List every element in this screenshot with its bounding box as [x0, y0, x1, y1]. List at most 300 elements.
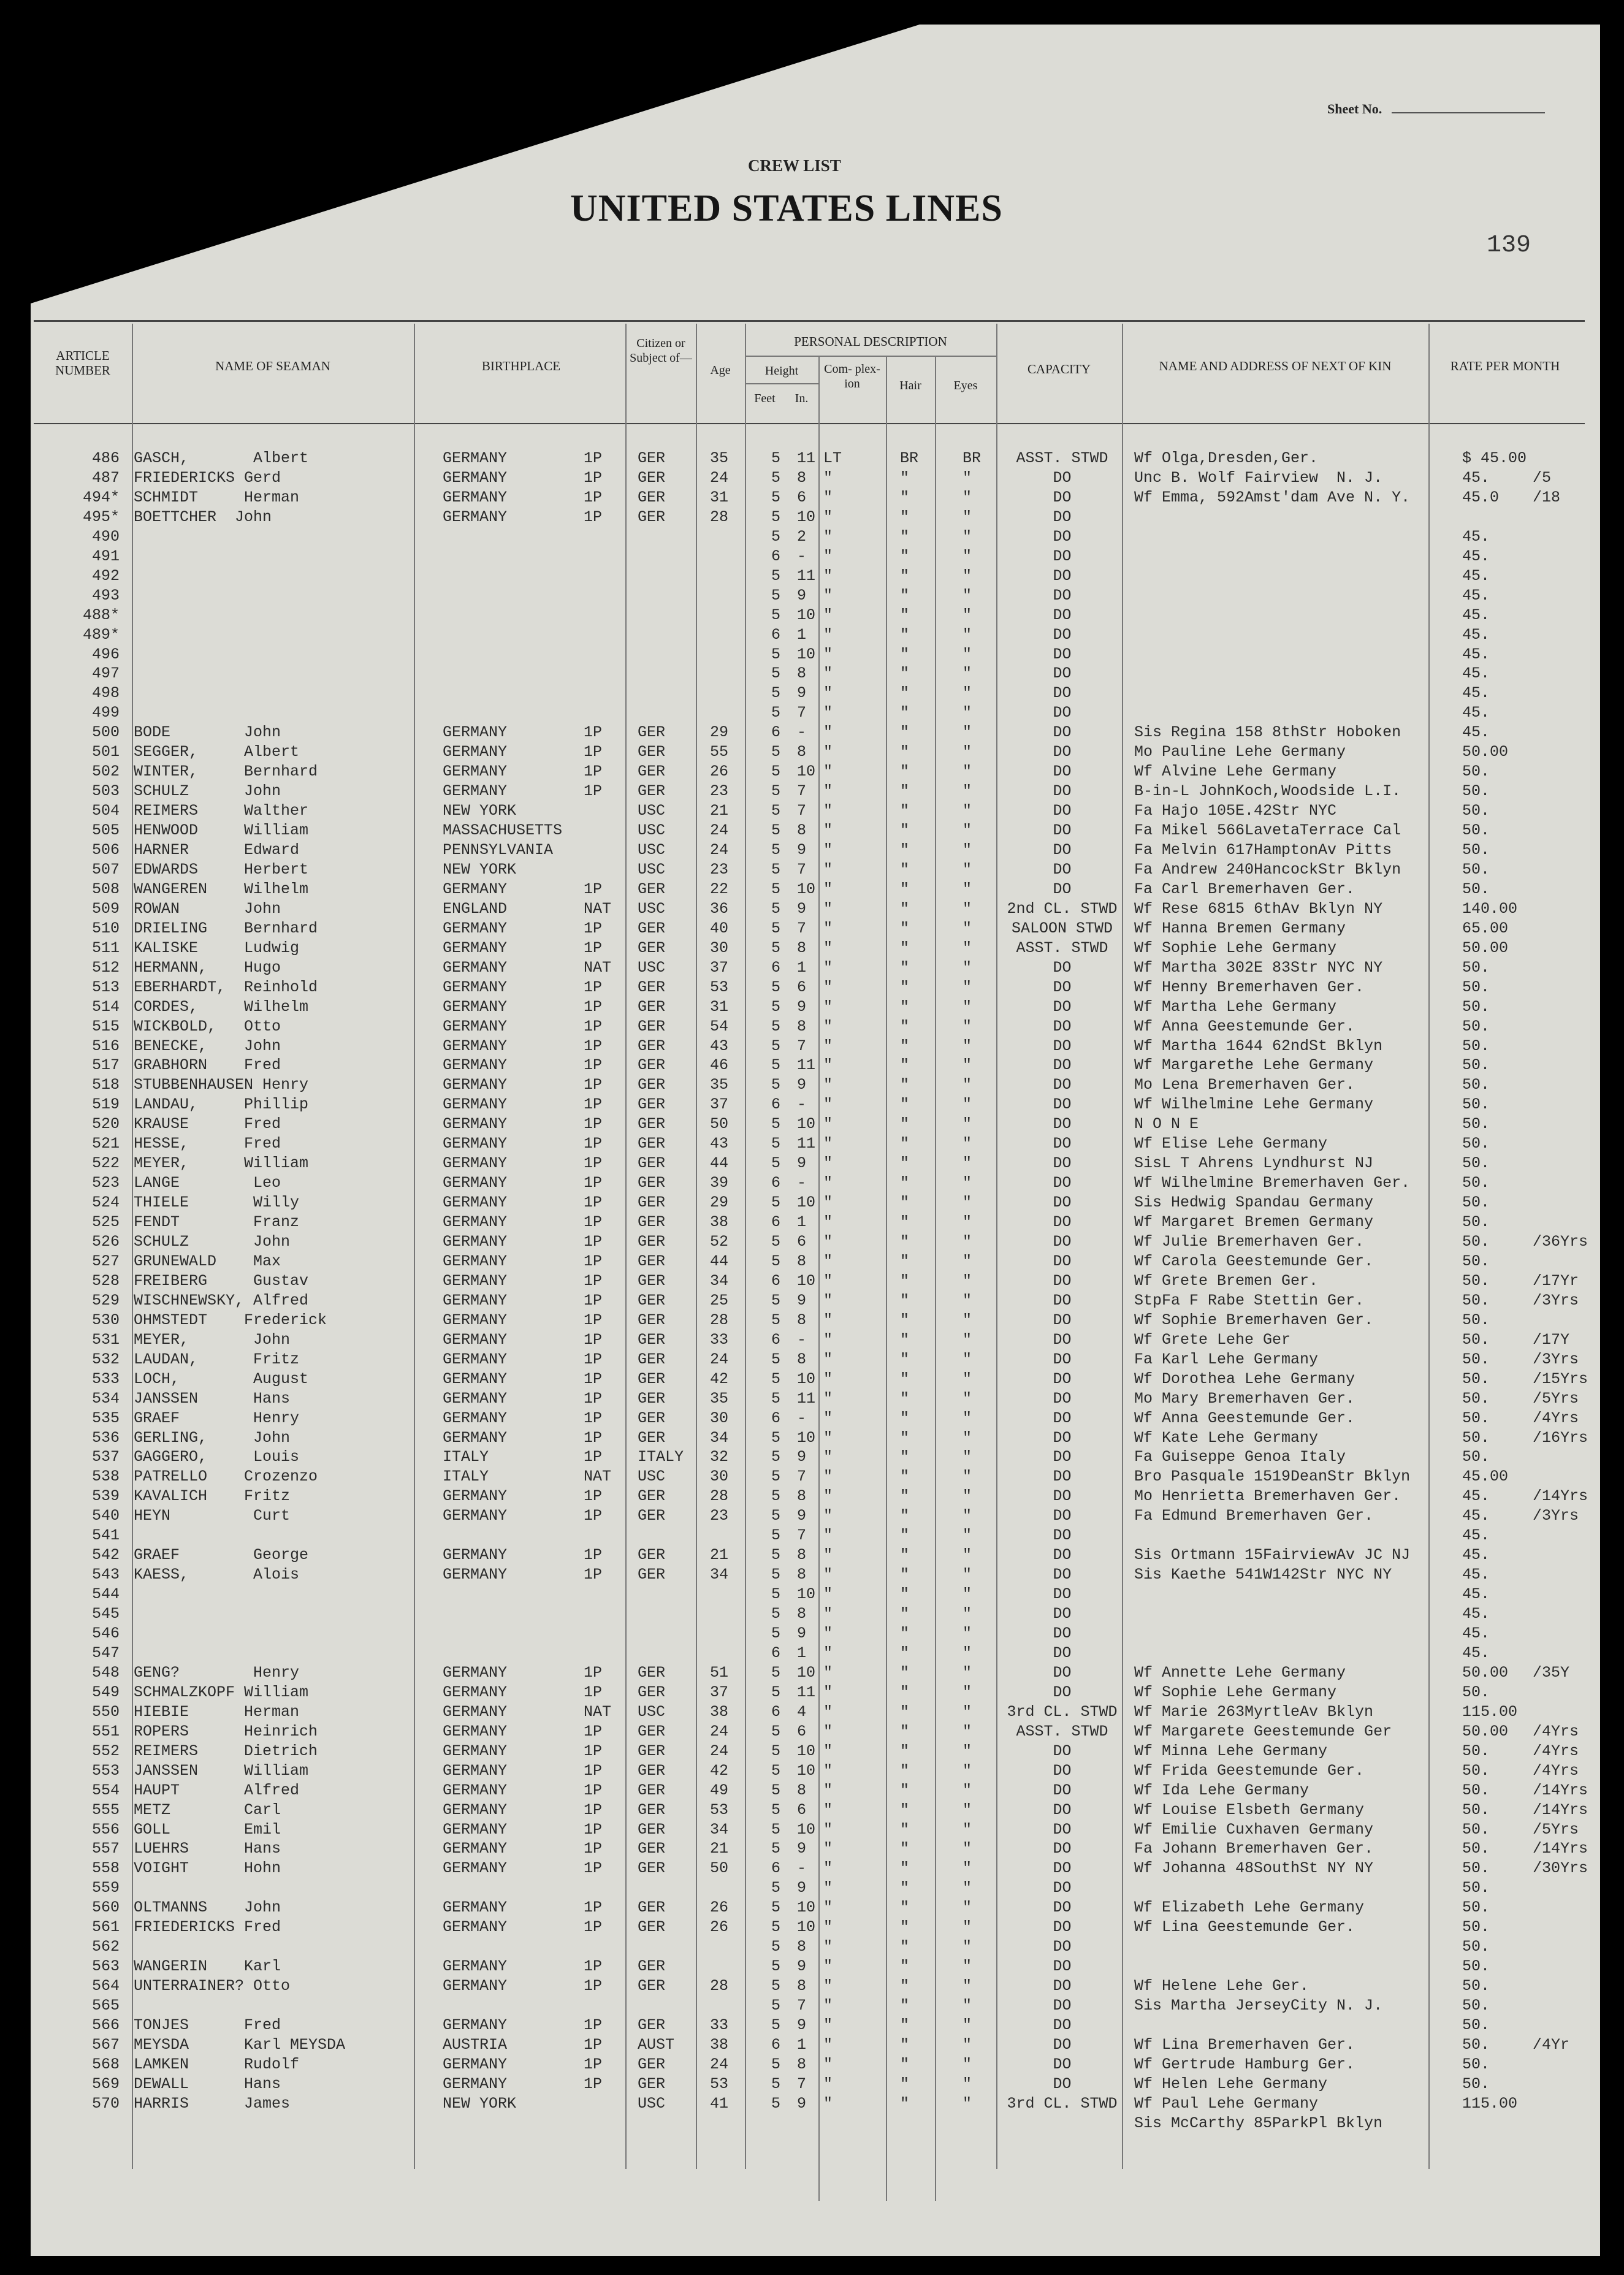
eyes: " [963, 606, 972, 624]
hair: " [900, 1370, 910, 1388]
citizenship-class: 1P [584, 1957, 603, 1976]
height-feet: 5 [771, 2075, 781, 2093]
hair: " [900, 1213, 910, 1232]
hair: " [900, 1096, 910, 1114]
article-number: 539 [91, 1487, 120, 1506]
hair: " [900, 1761, 910, 1780]
eyes: " [963, 1899, 972, 1917]
height-inches: 8 [797, 1311, 807, 1329]
page-number: 139 [1487, 232, 1531, 259]
height-inches: 7 [797, 1997, 807, 2015]
rate-per-month: 50. [1462, 2035, 1490, 2054]
citizenship-class: 1P [584, 1233, 603, 1251]
citizen-of: GER [638, 1722, 666, 1740]
capacity: DO [1053, 1409, 1072, 1427]
next-of-kin: Mo Pauline Lehe Germany [1134, 743, 1346, 761]
complexion: " [823, 743, 833, 761]
height-inches: 9 [797, 684, 807, 703]
col-header-article: ARTICLE NUMBER [55, 348, 110, 378]
capacity: DO [1053, 1096, 1072, 1114]
seaman-name: UNTERRAINER? Otto [134, 1977, 291, 1995]
capacity: DO [1053, 821, 1072, 840]
table-row [0, 1625, 1624, 1644]
birthplace: GERMANY [443, 2075, 508, 2093]
citizenship-class: 1P [584, 1801, 603, 1819]
margin-note: /36Yrs [1533, 1233, 1588, 1251]
citizen-of: USC [638, 802, 666, 820]
seaman-name: METZ Carl [134, 1801, 281, 1819]
complexion: " [823, 1977, 833, 1995]
hair: " [900, 1252, 910, 1270]
citizenship-class: 1P [584, 2055, 603, 2073]
eyes: " [963, 1526, 972, 1545]
citizenship-class: 1P [584, 1311, 603, 1329]
height-inches: 8 [797, 1566, 807, 1584]
next-of-kin: N O N E [1134, 1115, 1199, 1134]
rate-per-month: 50. [1462, 1056, 1490, 1075]
height-inches: 9 [797, 2016, 807, 2034]
hair: " [900, 1977, 910, 1995]
seaman-name: HIEBIE Herman [134, 1702, 300, 1721]
table-row [0, 1370, 1624, 1389]
article-number: 563 [91, 1957, 120, 1976]
hair: " [900, 1409, 910, 1427]
citizen-of: GER [638, 1271, 666, 1290]
citizen-of: USC [638, 899, 666, 918]
capacity: DO [1053, 1194, 1072, 1212]
article-number: 505 [91, 821, 120, 840]
seaman-name: ROPERS Heinrich [134, 1722, 318, 1740]
height-inches: 7 [797, 1037, 807, 1055]
citizenship-class: 1P [584, 1428, 603, 1447]
table-row [0, 1409, 1624, 1428]
height-inches: 1 [797, 1644, 807, 1662]
complexion: " [823, 1702, 833, 1721]
hair: " [900, 1840, 910, 1858]
complexion: " [823, 1115, 833, 1134]
seaman-name: KAVALICH Fritz [134, 1487, 291, 1506]
capacity: DO [1053, 1350, 1072, 1368]
complexion: " [823, 1742, 833, 1760]
complexion: " [823, 802, 833, 820]
age: 43 [710, 1135, 729, 1153]
rate-per-month: 45. [1462, 547, 1490, 565]
citizenship-class: 1P [584, 1566, 603, 1584]
complexion: " [823, 2075, 833, 2093]
hair: " [900, 1330, 910, 1349]
hair: " [900, 1135, 910, 1153]
citizen-of: GER [638, 2016, 666, 2034]
hair: " [900, 2094, 910, 2113]
hair: " [900, 586, 910, 604]
col-header-personal-description: PERSONAL DESCRIPTION [794, 334, 947, 349]
height-inches: 9 [797, 1076, 807, 1094]
table-row [0, 1762, 1624, 1781]
eyes: " [963, 782, 972, 801]
capacity: DO [1053, 958, 1072, 977]
height-feet: 5 [771, 1977, 781, 1995]
citizen-of: USC [638, 958, 666, 977]
citizen-of: GER [638, 508, 666, 526]
seaman-name: MEYER, William [134, 1154, 309, 1173]
complexion: " [823, 939, 833, 957]
birthplace: GERMANY [443, 1115, 508, 1134]
citizen-of: AUST [638, 2035, 675, 2054]
article-number: 508 [91, 880, 120, 898]
height-inches: 10 [797, 606, 816, 624]
height-feet: 6 [771, 1213, 781, 1232]
age: 35 [710, 1389, 729, 1408]
seaman-name: GERLING, John [134, 1428, 291, 1447]
seaman-name: BOETTCHER John [134, 508, 272, 526]
capacity: DO [1053, 763, 1072, 781]
table-row [0, 1311, 1624, 1330]
birthplace: GERMANY [443, 1154, 508, 1173]
article-number: 561 [91, 1918, 120, 1937]
hair: " [900, 625, 910, 644]
eyes: " [963, 1663, 972, 1682]
hair: " [900, 1507, 910, 1525]
height-feet: 5 [771, 782, 781, 801]
age: 28 [710, 508, 729, 526]
rate-per-month: 50. [1462, 1233, 1490, 1251]
seaman-name: GRUNEWALD Max [134, 1252, 281, 1270]
table-row [0, 1429, 1624, 1448]
next-of-kin: B-in-L JohnKoch,Woodside L.I. [1134, 782, 1401, 801]
rate-per-month: 50. [1462, 1938, 1490, 1956]
height-feet: 5 [771, 1918, 781, 1937]
margin-note: /14Yrs [1533, 1487, 1588, 1506]
article-number: 529 [91, 1291, 120, 1309]
age: 21 [710, 1840, 729, 1858]
table-row [0, 1096, 1624, 1115]
hair: " [900, 723, 910, 742]
height-feet: 5 [771, 645, 781, 663]
age: 37 [710, 1683, 729, 1701]
citizenship-class: 1P [584, 2016, 603, 2034]
hair: " [900, 1722, 910, 1740]
article-number: 542 [91, 1546, 120, 1564]
citizenship-class: 1P [584, 1448, 603, 1466]
citizen-of: GER [638, 1859, 666, 1878]
height-inches: 8 [797, 665, 807, 683]
rate-per-month: 45. [1462, 527, 1490, 546]
height-inches: 10 [797, 1585, 816, 1604]
hair: BR [900, 449, 919, 467]
capacity: DO [1053, 1820, 1072, 1839]
hair: " [900, 1605, 910, 1623]
age: 55 [710, 743, 729, 761]
complexion: " [823, 468, 833, 487]
hair: " [900, 1879, 910, 1897]
next-of-kin: Wf Elizabeth Lehe Germany [1134, 1899, 1365, 1917]
complexion: " [823, 1487, 833, 1506]
age: 32 [710, 1448, 729, 1466]
capacity: DO [1053, 625, 1072, 644]
rate-per-month: 50. [1462, 1801, 1490, 1819]
table-row [0, 469, 1624, 488]
capacity: DO [1053, 1644, 1072, 1662]
article-number: 497 [91, 665, 120, 683]
hair: " [900, 1546, 910, 1564]
complexion: " [823, 625, 833, 644]
capacity: DO [1053, 880, 1072, 898]
table-row [0, 1683, 1624, 1702]
margin-note: /4Yrs [1533, 1742, 1579, 1760]
birthplace: GERMANY [443, 1017, 508, 1035]
height-feet: 5 [771, 1076, 781, 1094]
table-row [0, 1859, 1624, 1878]
article-number: 490 [91, 527, 120, 546]
table-row [0, 959, 1624, 978]
birthplace: MASSACHUSETTS [443, 821, 563, 840]
complexion: LT [823, 449, 842, 467]
rate-per-month: 50. [1462, 1957, 1490, 1976]
eyes: " [963, 1585, 972, 1604]
next-of-kin: Mo Lena Bremerhaven Ger. [1134, 1076, 1355, 1094]
next-of-kin: Wf Rese 6815 6thAv Bklyn NY [1134, 899, 1383, 918]
hair: " [900, 919, 910, 937]
capacity: DO [1053, 1605, 1072, 1623]
complexion: " [823, 1761, 833, 1780]
citizen-of: USC [638, 1468, 666, 1486]
height-inches: 9 [797, 1957, 807, 1976]
height-inches: 11 [797, 1389, 816, 1408]
age: 21 [710, 802, 729, 820]
age: 26 [710, 1899, 729, 1917]
height-feet: 5 [771, 606, 781, 624]
table-row [0, 547, 1624, 566]
eyes: " [963, 1702, 972, 1721]
seaman-name: REIMERS Dietrich [134, 1742, 318, 1760]
hair: " [900, 1820, 910, 1839]
next-of-kin: Fa Edmund Bremerhaven Ger. [1134, 1507, 1374, 1525]
height-inches: 8 [797, 743, 807, 761]
rate-per-month: 50. [1462, 1781, 1490, 1799]
birthplace: GERMANY [443, 939, 508, 957]
age: 40 [710, 919, 729, 937]
article-number: 509 [91, 899, 120, 918]
hair: " [900, 763, 910, 781]
seaman-name: HARNER Edward [134, 841, 300, 859]
citizenship-class: 1P [584, 1154, 603, 1173]
age: 33 [710, 1330, 729, 1349]
article-number: 545 [91, 1605, 120, 1623]
next-of-kin: Wf Margarete Geestemunde Ger [1134, 1722, 1392, 1740]
height-feet: 5 [771, 1801, 781, 1819]
eyes: " [963, 468, 972, 487]
rate-per-month: 45.00 [1462, 1468, 1509, 1486]
capacity: DO [1053, 860, 1072, 878]
table-row [0, 1879, 1624, 1898]
hair: " [900, 468, 910, 487]
complexion: " [823, 1997, 833, 2015]
citizenship-class: NAT [584, 1702, 612, 1721]
article-number: 548 [91, 1663, 120, 1682]
height-inches: 9 [797, 2094, 807, 2113]
age: 31 [710, 488, 729, 506]
citizenship-class: 1P [584, 1017, 603, 1035]
capacity: DO [1053, 1957, 1072, 1976]
table-row [0, 743, 1624, 762]
age: 24 [710, 1742, 729, 1760]
capacity: DO [1053, 2075, 1072, 2093]
seaman-name: WICKBOLD, Otto [134, 1017, 281, 1035]
citizenship-class: 1P [584, 743, 603, 761]
col-header-name: NAME OF SEAMAN [215, 359, 330, 373]
birthplace: ENGLAND [443, 899, 508, 918]
birthplace: GERMANY [443, 2016, 508, 2034]
table-row [0, 1918, 1624, 1937]
article-number: 514 [91, 997, 120, 1016]
capacity: DO [1053, 508, 1072, 526]
eyes: " [963, 1076, 972, 1094]
height-feet: 5 [771, 1526, 781, 1545]
seaman-name: GOLL Emil [134, 1820, 281, 1839]
citizenship-class: 1P [584, 782, 603, 801]
hair: " [900, 880, 910, 898]
article-number: 553 [91, 1761, 120, 1780]
seaman-name: HAUPT Alfred [134, 1781, 300, 1799]
height-feet: 5 [771, 1761, 781, 1780]
complexion: " [823, 684, 833, 703]
height-inches: 10 [797, 508, 816, 526]
eyes: " [963, 1174, 972, 1192]
rate-per-month: 50. [1462, 1115, 1490, 1134]
citizen-of: USC [638, 1702, 666, 1721]
citizen-of: GER [638, 1213, 666, 1232]
seaman-name: BENECKE, John [134, 1037, 281, 1055]
rate-per-month: 50.00 [1462, 743, 1509, 761]
next-of-kin: Wf Johanna 48SouthSt NY NY [1134, 1859, 1374, 1878]
next-of-kin: Fa Johann Bremerhaven Ger. [1134, 1840, 1374, 1858]
height-inches: 10 [797, 1428, 816, 1447]
article-number: 511 [91, 939, 120, 957]
article-number: 549 [91, 1683, 120, 1701]
article-number: 567 [91, 2035, 120, 2054]
rate-per-month: 50. [1462, 1859, 1490, 1878]
eyes: " [963, 1194, 972, 1212]
hair: " [900, 1683, 910, 1701]
article-number: 491 [91, 547, 120, 565]
birthplace: GERMANY [443, 1233, 508, 1251]
complexion: " [823, 2094, 833, 2113]
seaman-name: KAESS, Alois [134, 1566, 300, 1584]
company-title: UNITED STATES LINES [570, 188, 1003, 229]
eyes: " [963, 1233, 972, 1251]
height-feet: 5 [771, 2094, 781, 2113]
next-of-kin: Bro Pasquale 1519DeanStr Bklyn [1134, 1468, 1411, 1486]
height-inches: 8 [797, 2055, 807, 2073]
age: 23 [710, 1507, 729, 1525]
rate-per-month: 50. [1462, 1899, 1490, 1917]
eyes: " [963, 1291, 972, 1309]
age: 37 [710, 1096, 729, 1114]
height-feet: 5 [771, 1585, 781, 1604]
next-of-kin: Wf Wilhelmine Bremerhaven Ger. [1134, 1174, 1411, 1192]
citizenship-class: 1P [584, 1663, 603, 1682]
table-row [0, 626, 1624, 645]
capacity: DO [1053, 1742, 1072, 1760]
complexion: " [823, 1625, 833, 1642]
citizen-of: GER [638, 1663, 666, 1682]
next-of-kin: Mo Mary Bremerhaven Ger. [1134, 1389, 1355, 1408]
article-number: 537 [91, 1448, 120, 1466]
height-feet: 5 [771, 1899, 781, 1917]
article-number: 502 [91, 763, 120, 781]
capacity: ASST. STWD [1016, 939, 1108, 957]
birthplace: GERMANY [443, 978, 508, 996]
complexion: " [823, 782, 833, 801]
seaman-name: SCHMALZKOPF William [134, 1683, 309, 1701]
rate-per-month: 50. [1462, 821, 1490, 840]
capacity: DO [1053, 1663, 1072, 1682]
height-feet: 6 [771, 1702, 781, 1721]
height-inches: 9 [797, 1879, 807, 1897]
citizenship-class: NAT [584, 899, 612, 918]
article-number: 530 [91, 1311, 120, 1329]
eyes: " [963, 723, 972, 742]
age: 38 [710, 1702, 729, 1721]
age: 24 [710, 821, 729, 840]
next-of-kin: Wf Louise Elsbeth Germany [1134, 1801, 1365, 1819]
height-inches: 11 [797, 1683, 816, 1701]
age: 53 [710, 1801, 729, 1819]
article-number: 526 [91, 1233, 120, 1251]
eyes: " [963, 1761, 972, 1780]
height-inches: 6 [797, 1722, 807, 1740]
table-row [0, 978, 1624, 997]
height-inches: 7 [797, 2075, 807, 2093]
hair: " [900, 1350, 910, 1368]
birthplace: GERMANY [443, 997, 508, 1016]
rate-per-month: 50. [1462, 2055, 1490, 2073]
table-row [0, 1507, 1624, 1526]
citizen-of: GER [638, 1957, 666, 1976]
table-row [0, 1135, 1624, 1154]
seaman-name: LAUDAN, Fritz [134, 1350, 300, 1368]
birthplace: GERMANY [443, 1566, 508, 1584]
next-of-kin: Wf Helen Lehe Germany [1134, 2075, 1328, 2093]
age: 41 [710, 2094, 729, 2113]
height-inches: 9 [797, 1448, 807, 1466]
table-row [0, 880, 1624, 899]
eyes: " [963, 2035, 972, 2054]
article-number: 506 [91, 841, 120, 859]
hair: " [900, 527, 910, 546]
seaman-name: SCHULZ John [134, 782, 281, 801]
height-inches: 6 [797, 1801, 807, 1819]
height-inches: 9 [797, 841, 807, 859]
eyes: " [963, 1271, 972, 1290]
margin-note: /3Yrs [1533, 1291, 1579, 1309]
birthplace: GERMANY [443, 1096, 508, 1114]
seaman-name: LOCH, August [134, 1370, 309, 1388]
eyes: " [963, 1879, 972, 1897]
margin-note: /5 [1533, 468, 1552, 487]
capacity: DO [1053, 1017, 1072, 1035]
height-inches: 7 [797, 860, 807, 878]
rate-per-month: 50. [1462, 1879, 1490, 1897]
height-feet: 5 [771, 1350, 781, 1368]
complexion: " [823, 1135, 833, 1153]
birthplace: GERMANY [443, 1194, 508, 1212]
capacity: DO [1053, 1076, 1072, 1094]
seaman-name: HEYN Curt [134, 1507, 291, 1525]
table-row [0, 900, 1624, 919]
citizen-of: GER [638, 1546, 666, 1564]
complexion: " [823, 1252, 833, 1270]
